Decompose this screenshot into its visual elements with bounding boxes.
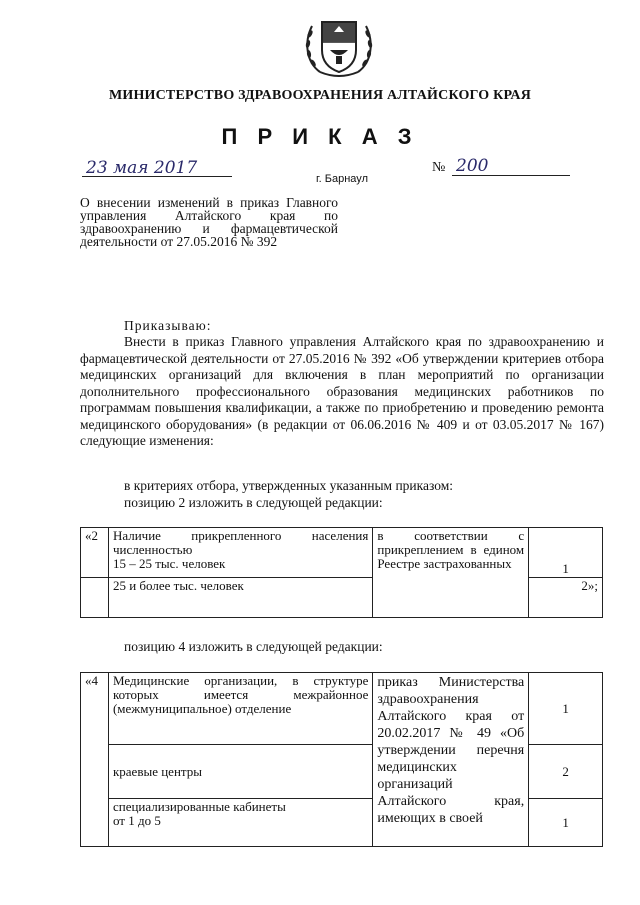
order-date: 23 мая 2017 bbox=[86, 158, 198, 178]
row-interdistrict: Медицинские организации, в структуре которых имеется межрайонное (межмуниципальное) отделение bbox=[108, 673, 372, 745]
city: г. Барнаул bbox=[316, 173, 368, 185]
range-2: 25 и более тыс. человек bbox=[108, 578, 372, 618]
specialized-offices-range: от 1 до 5 bbox=[112, 813, 161, 828]
paragraph-position-2: позицию 2 изложить в следующей редакции: bbox=[124, 495, 383, 510]
table-cell-criterion bbox=[108, 528, 372, 578]
number-label: № bbox=[432, 160, 446, 175]
altai-krai-coat-of-arms-icon bbox=[300, 6, 378, 84]
table-cell-num: «2 bbox=[81, 528, 109, 578]
score-2: 2»; bbox=[529, 578, 603, 618]
number-underline bbox=[452, 175, 570, 176]
specialized-offices-label: специализированные кабинеты bbox=[112, 799, 286, 814]
date-underline bbox=[82, 176, 232, 177]
ministry-name: МИНИСТЕРСТВО ЗДРАВООХРАНЕНИЯ АЛТАЙСКОГО КРАЯ bbox=[108, 88, 532, 103]
score-2: 2 bbox=[529, 745, 603, 799]
order-number: 200 bbox=[456, 156, 489, 176]
paragraph-criteria: в критериях отбора, утвержденных указанным приказом: bbox=[124, 478, 454, 493]
coat-of-arms-emblem bbox=[300, 6, 378, 84]
criterion-text: Наличие прикрепленного населения численностью bbox=[112, 528, 369, 557]
score-3: 1 bbox=[529, 799, 603, 847]
row-regional-centers: краевые центры bbox=[108, 745, 372, 799]
table-position-4 bbox=[80, 672, 603, 847]
table-cell-empty bbox=[81, 578, 109, 618]
table-cell-num: «4 bbox=[81, 673, 109, 847]
table-cell-source: в соответствии с прикреплением в едином Реестре застрахованных bbox=[373, 528, 529, 618]
paragraph-order: Приказываю: bbox=[124, 318, 212, 333]
paragraph-position-4: позицию 4 изложить в следующей редакции: bbox=[124, 639, 383, 654]
row-specialized-offices bbox=[108, 799, 372, 847]
document-title: П Р И К А З bbox=[221, 124, 419, 149]
score-1: 1 bbox=[529, 528, 603, 578]
paragraph-amendment: Внести в приказ Главного управления Алтайского края по здравоохранению и фармацевтической деятельности от 27.05.2016 № 392 «Об утверждении критериев отбора медицинских организаций для включения в план мероприятий по организации дополнительного профессионального образования медицинских работников по программам повышения квалификации, а также по приобретению и проведению ремонта медицинского оборудования» (в редакции от 06.06.2016 № 409 и от 03.05.2017 № 167) следующие изменения: bbox=[80, 334, 604, 448]
table-position-2 bbox=[80, 527, 603, 618]
table-cell-source: приказ Министерства здравоохранения Алтайского края от 20.02.2017 № 49 «Об утверждении перечня медицинских организаций Алтайского края, имеющих в своей bbox=[373, 673, 529, 847]
range-1: 15 – 25 тыс. человек bbox=[112, 556, 226, 571]
order-subject: О внесении изменений в приказ Главного управления Алтайского края по здравоохранению и фармацевтической деятельности от 27.05.2016 № 392 bbox=[80, 195, 338, 249]
score-1: 1 bbox=[529, 673, 603, 745]
